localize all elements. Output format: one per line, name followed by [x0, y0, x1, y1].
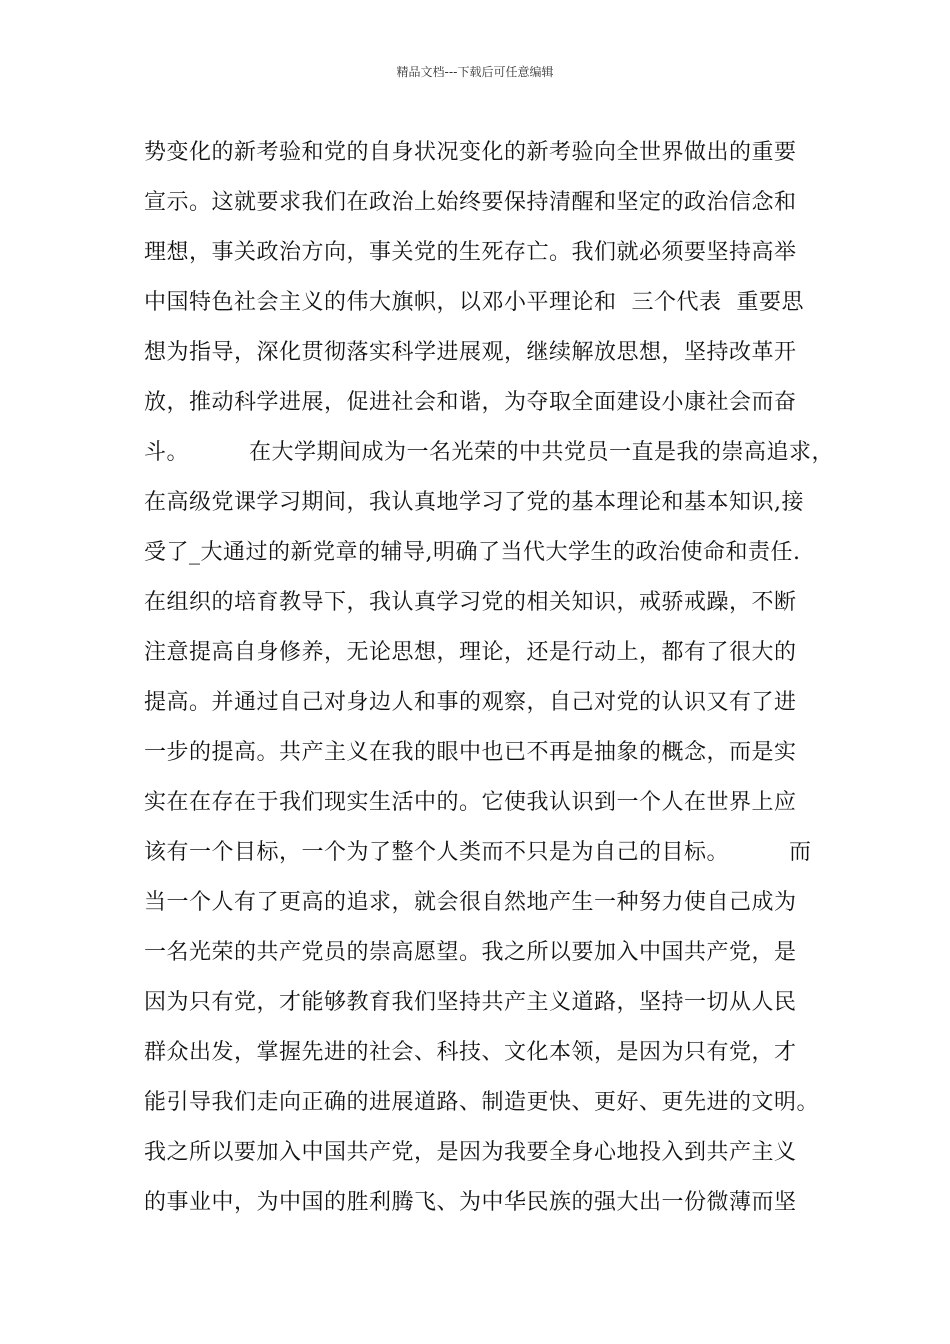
- text-line: 中国特色社会主义的伟大旗帜，以邓小平理论和 三个代表 重要思: [144, 290, 804, 315]
- text-line: 我之所以要加入中国共产党，是因为我要全身心地投入到共产主义: [144, 1140, 797, 1165]
- text-line: 受了_大通过的新党章的辅导,明确了当代大学生的政治使命和责任.: [144, 540, 801, 565]
- text-line: 群众出发，掌握先进的社会、科技、文化本领，是因为只有党，才: [144, 1040, 797, 1065]
- text-line: 想为指导，深化贯彻落实科学进展观，继续解放思想，坚持改革开: [144, 340, 797, 365]
- text-line: 斗。 在大学期间成为一名光荣的中共党员一直是我的崇高追求，: [144, 440, 834, 465]
- text-line: 势变化的新考验和党的自身状况变化的新考验向全世界做出的重要: [144, 140, 797, 165]
- text-line: 一名光荣的共产党员的崇高愿望。我之所以要加入中国共产党，是: [144, 940, 797, 965]
- text-line: 因为只有党，才能够教育我们坚持共产主义道路，坚持一切从人民: [144, 990, 797, 1015]
- page-header: 精品文档---下载后可任意编辑: [396, 65, 554, 79]
- document-body: [144, 128, 834, 1228]
- text-line: 在组织的培育教导下，我认真学习党的相关知识，戒骄戒躁，不断: [144, 590, 797, 615]
- text-line: 放，推动科学进展，促进社会和谐，为夺取全面建设小康社会而奋: [144, 390, 797, 415]
- text-line: 能引导我们走向正确的进展道路、制造更快、更好、更先进的文明。: [144, 1090, 820, 1115]
- text-line: 当一个人有了更高的追求，就会很自然地产生一种努力使自己成为: [144, 890, 797, 915]
- text-line: 该有一个目标，一个为了整个人类而不只是为自己的目标。 而: [144, 840, 812, 865]
- text-line: 宣示。这就要求我们在政治上始终要保持清醒和坚定的政治信念和: [144, 190, 797, 215]
- text-line: 提高。并通过自己对身边人和事的观察，自己对党的认识又有了进: [144, 690, 797, 715]
- text-line: 的事业中，为中国的胜利腾飞、为中华民族的强大出一份微薄而坚: [144, 1190, 797, 1215]
- text-line: 理想，事关政治方向，事关党的生死存亡。我们就必须要坚持高举: [144, 240, 797, 265]
- text-line: 在高级党课学习期间，我认真地学习了党的基本理论和基本知识,接: [144, 490, 804, 515]
- text-line: 一步的提高。共产主义在我的眼中也已不再是抽象的概念，而是实: [144, 740, 797, 765]
- text-line: 注意提高自身修养，无论思想，理论，还是行动上，都有了很大的: [144, 640, 797, 665]
- text-line: 实在在存在于我们现实生活中的。它使我认识到一个人在世界上应: [144, 790, 797, 815]
